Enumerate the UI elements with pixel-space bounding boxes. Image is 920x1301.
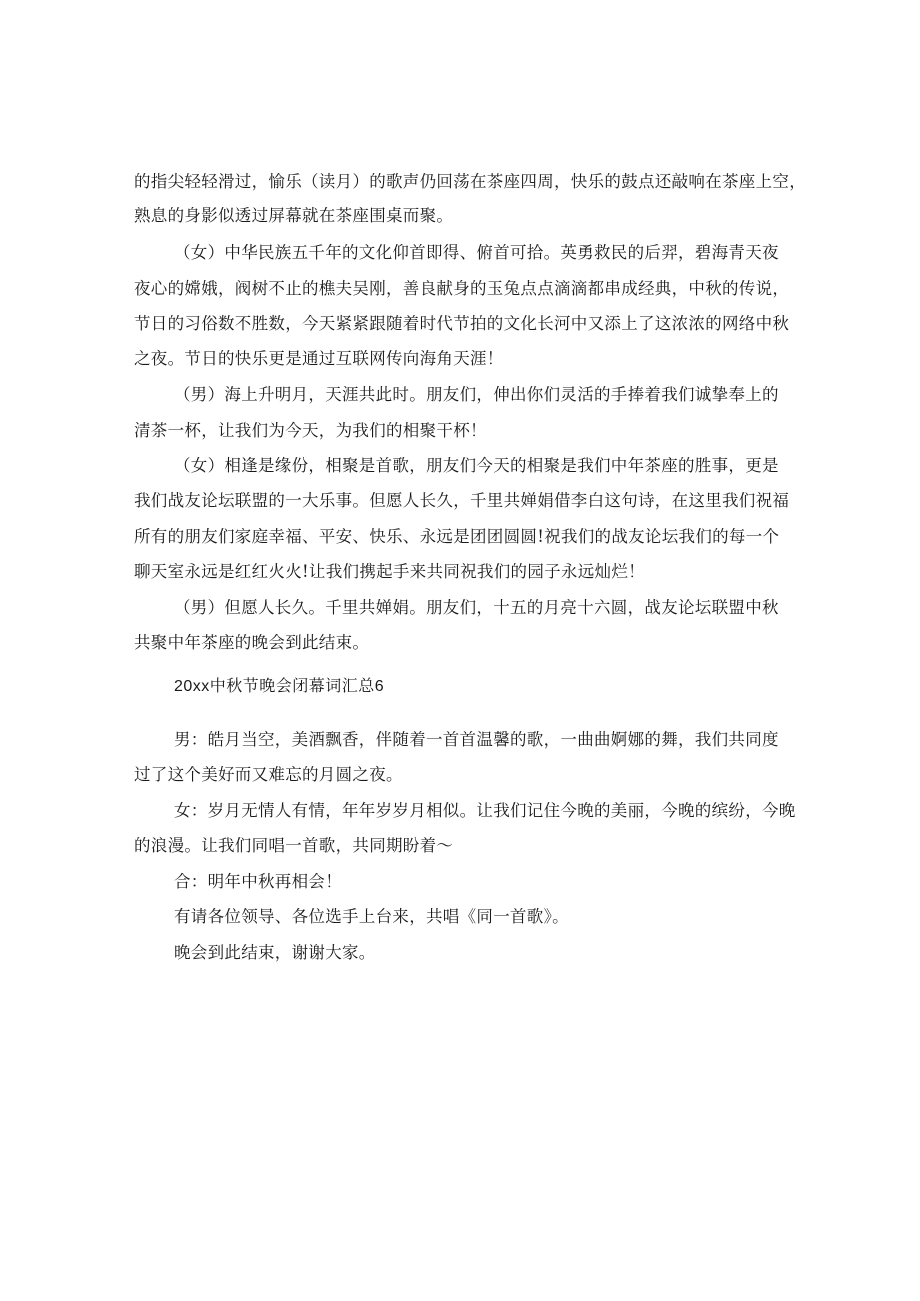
paragraph-line: 所有的朋友们家庭幸福、平安、快乐、永远是团团圆圆!祝我们的战友论坛我们的每一个 [134,527,780,546]
paragraph-line: （女）中华民族五千年的文化仰首即得、俯首可拾。英勇救民的后羿，碧海青天夜 [174,243,779,262]
paragraph-line: 聊天室永远是红红火火!让我们携起手来共同祝我们的园子永远灿烂！ [134,562,645,581]
paragraph-line: 我们战友论坛联盟的一大乐事。但愿人长久，千里共婵娟借李白这句诗，在这里我们祝福 [134,491,790,510]
paragraph-line: 男：皓月当空，美酒飘香，伴随着一首首温馨的歌，一曲曲婀娜的舞，我们共同度 [174,730,779,749]
paragraph-line: （女）相逢是缘份，相聚是首歌，朋友们今天的相聚是我们中年茶座的胜事，更是 [174,456,779,475]
paragraph-line: （男）海上升明月，天涯共此时。朋友们，伸出你们灵活的手捧着我们诚挚奉上的 [174,385,779,404]
paragraph-line: 晚会到此结束，谢谢大家。 [174,943,376,962]
section-heading: 20xx中秋节晚会闭幕词汇总6 [174,678,385,695]
paragraph-line: 合：明年中秋再相会！ [174,872,342,891]
paragraph-line: 清茶一杯，让我们为今天，为我们的相聚干杯！ [134,421,487,440]
paragraph-line: 之夜。节日的快乐更是通过互联网传向海角天涯！ [134,349,504,368]
paragraph-line: 的指尖轻轻滑过，愉乐（读月）的歌声仍回荡在茶座四周，快乐的鼓点还敲响在茶座上空， [134,172,806,191]
paragraph-line: 夜心的嫦娥，阀树不止的樵夫吴刚，善良献身的玉兔点点滴滴都串成经典，中秋的传说， [134,279,790,298]
paragraph-line: 的浪漫。让我们同唱一首歌，共同期盼着～ [134,836,454,855]
paragraph-line: 共聚中年茶座的晚会到此结束。 [134,633,370,652]
paragraph-line: 熟息的身影似透过屏幕就在茶座围桌而聚。 [134,206,454,225]
paragraph-line: 女：岁月无情人有情，年年岁岁月相似。让我们记住今晚的美丽，今晚的缤纷，今晚 [174,801,796,820]
paragraph-line: 过了这个美好而又难忘的月圆之夜。 [134,765,403,784]
paragraph-line: 节日的习俗数不胜数，今天紧紧跟随着时代节拍的文化长河中又添上了这浓浓的网络中秋 [134,314,790,333]
paragraph-line: 有请各位领导、各位选手上台来，共唱《同一首歌》。 [174,907,569,926]
paragraph-line: （男）但愿人长久。千里共婵娟。朋友们，十五的月亮十六圆，战友论坛联盟中秋 [174,598,779,617]
